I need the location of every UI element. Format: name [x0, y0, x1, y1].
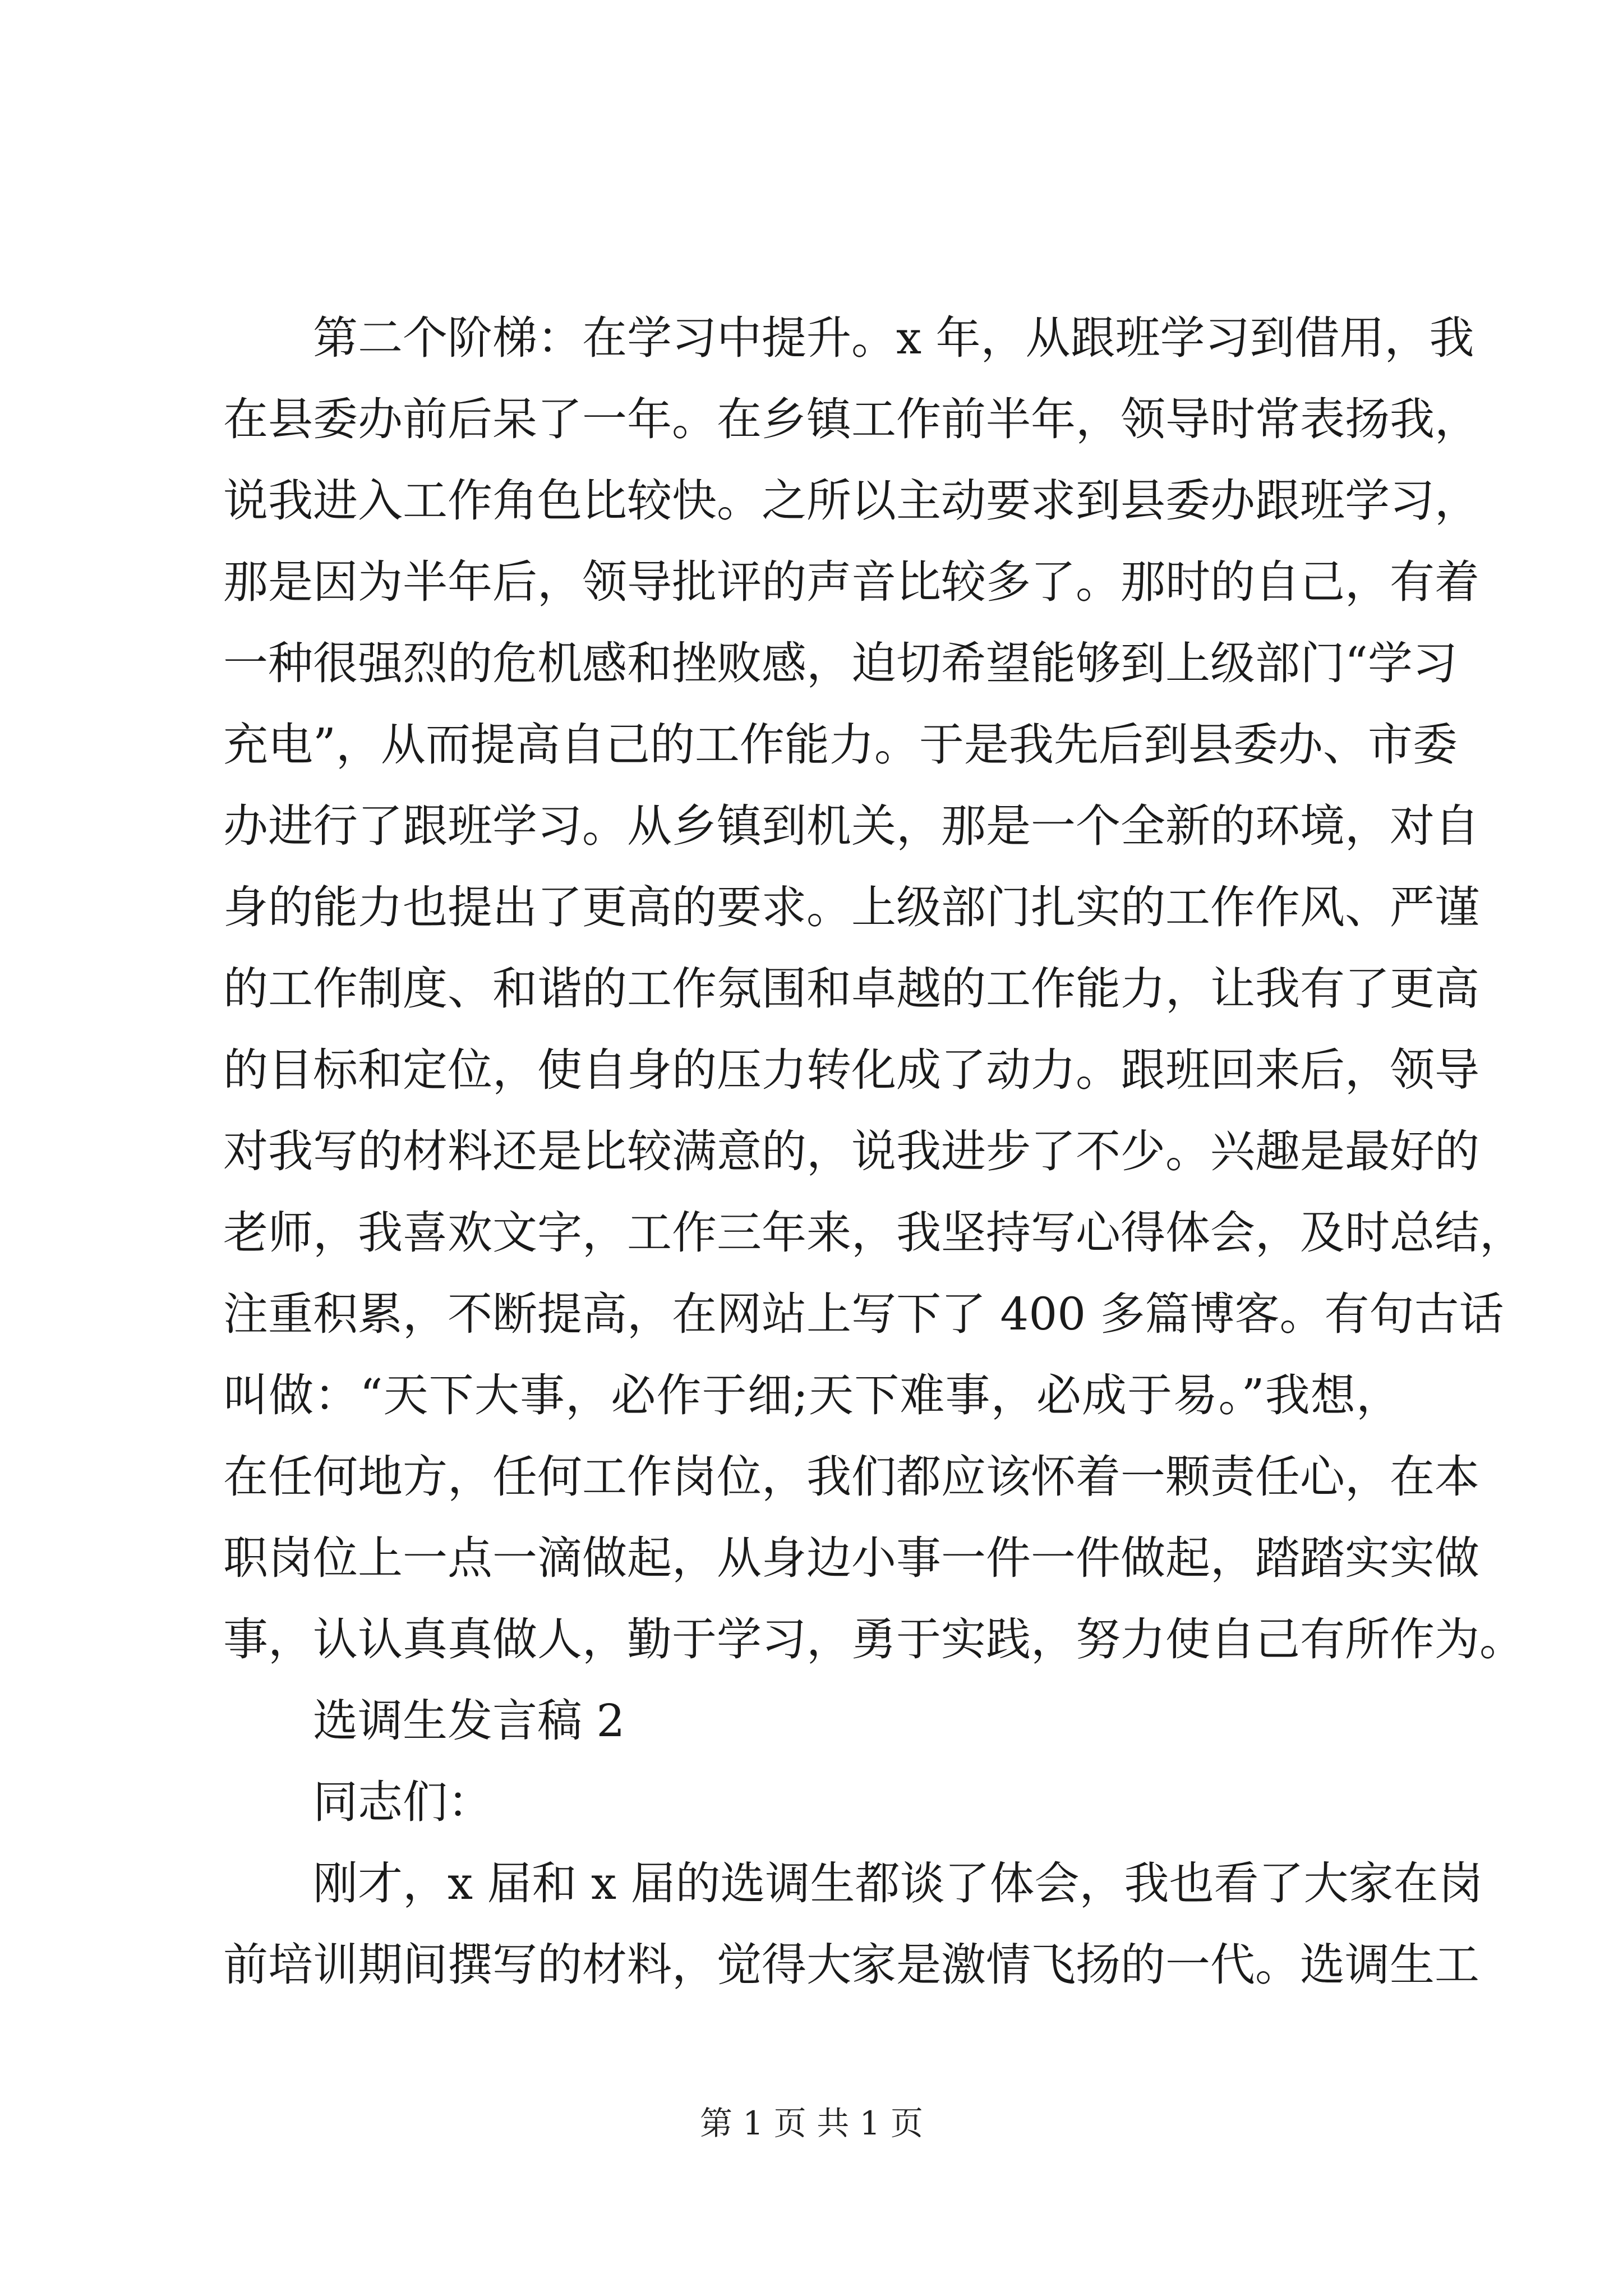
paragraph-line: 叫做：“天下大事，必作于细;天下难事，必成于易。”我想，: [223, 1369, 1401, 1421]
paragraph-line: 前培训期间撰写的材料，觉得大家是激情飞扬的一代。选调生工: [223, 1939, 1479, 1991]
section-heading: 选调生发言稿 2: [313, 1695, 625, 1747]
paragraph-line: 的目标和定位，使自身的压力转化成了动力。跟班回来后，领导: [223, 1044, 1479, 1096]
paragraph-line: 说我进入工作角色比较快。之所以主动要求到县委办跟班学习，: [223, 475, 1479, 527]
paragraph-line: 充电”，从而提高自己的工作能力。于是我先后到县委办、市委: [223, 719, 1458, 771]
paragraph-line: 刚才，x 届和 x 届的选调生都谈了体会，我也看了大家在岗: [313, 1857, 1483, 1910]
paragraph-line: 身的能力也提出了更高的要求。上级部门扎实的工作作风、严谨: [223, 881, 1479, 933]
paragraph-line: 在县委办前后呆了一年。在乡镇工作前半年，领导时常表扬我，: [223, 393, 1479, 445]
salutation: 同志们：: [313, 1776, 492, 1828]
paragraph-line: 老师，我喜欢文字，工作三年来，我坚持写心得体会，及时总结，: [223, 1207, 1524, 1259]
paragraph-line: 在任何地方，任何工作岗位，我们都应该怀着一颗责任心，在本: [223, 1451, 1479, 1503]
page-footer: 第 1 页 共 1 页: [700, 2104, 923, 2142]
paragraph-line: 对我写的材料还是比较满意的，说我进步了不少。兴趣是最好的: [223, 1125, 1479, 1177]
document-body: [223, 297, 1524, 2005]
paragraph-line: 一种很强烈的危机感和挫败感，迫切希望能够到上级部门“学习: [223, 637, 1458, 689]
paragraph-line: 第二个阶梯：在学习中提升。x 年，从跟班学习到借用，我: [313, 312, 1474, 364]
paragraph-line: 职岗位上一点一滴做起，从身边小事一件一件做起，踏踏实实做: [223, 1532, 1479, 1584]
paragraph-line: 的工作制度、和谐的工作氛围和卓越的工作能力，让我有了更高: [223, 963, 1479, 1015]
paragraph-line: 那是因为半年后，领导批评的声音比较多了。那时的自己，有着: [223, 556, 1479, 608]
paragraph-line: 注重积累，不断提高，在网站上写下了 400 多篇博客。有句古话: [223, 1288, 1504, 1340]
paragraph-line: 办进行了跟班学习。从乡镇到机关，那是一个全新的环境，对自: [223, 800, 1479, 852]
paragraph-line: 事，认认真真做人，勤于学习，勇于实践，努力使自己有所作为。: [223, 1613, 1524, 1665]
